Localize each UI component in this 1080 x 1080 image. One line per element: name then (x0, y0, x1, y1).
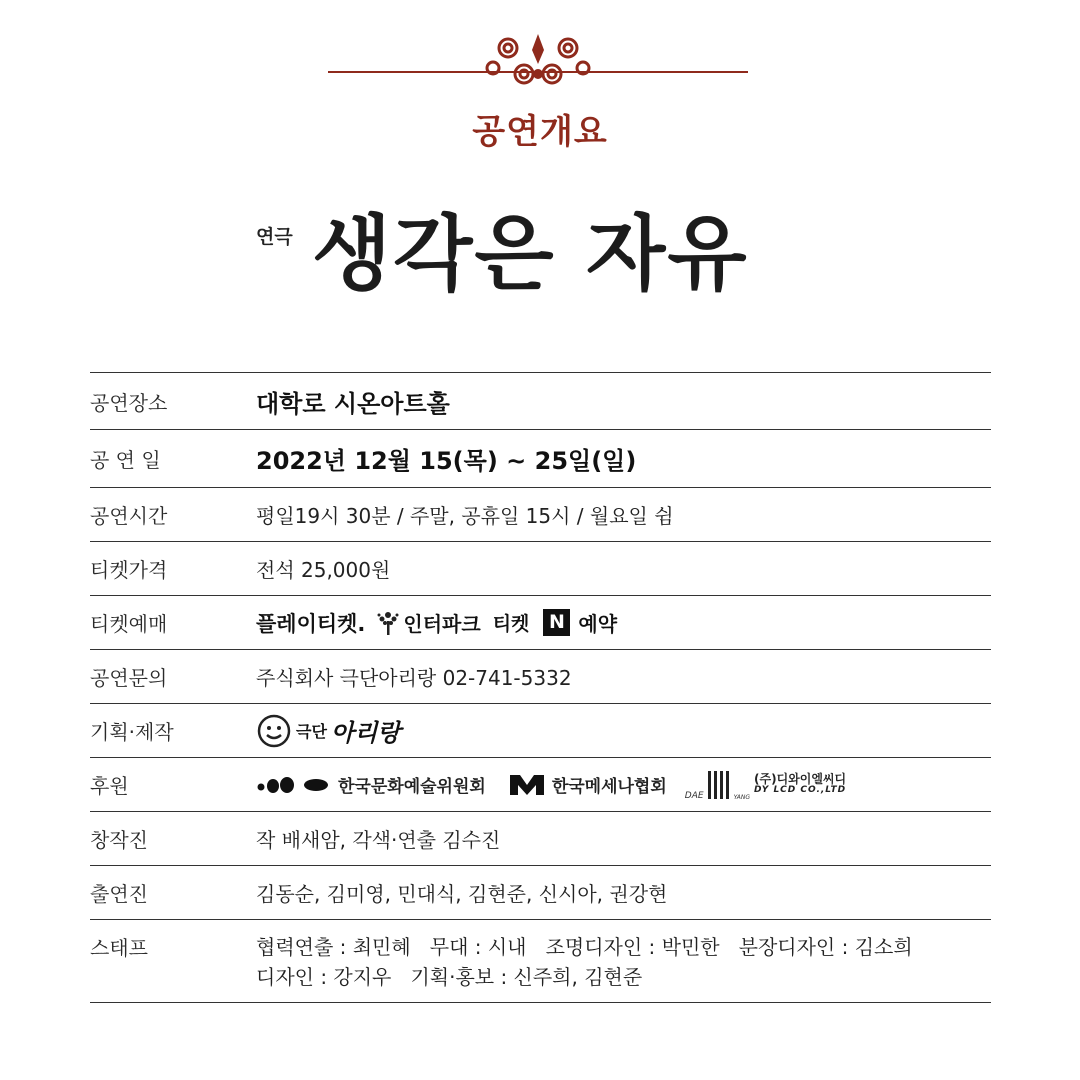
arirang-prefix: 극단 (296, 722, 327, 741)
production-label: 기획·제작 (90, 720, 174, 744)
time-label: 공연시간 (90, 504, 168, 528)
staff-value (256, 932, 991, 992)
interpark-ticket-label: 티켓 (492, 613, 530, 635)
daeyang-logo (685, 769, 750, 801)
production-logo (256, 713, 991, 749)
info-table (90, 372, 991, 1003)
date-label: 공 연 일 (90, 448, 161, 472)
daeyang-bars-icon (707, 769, 733, 801)
naver-booking-logo[interactable]: 예약 (578, 612, 618, 636)
row-production (90, 704, 991, 758)
naver-n-icon: N (543, 609, 570, 636)
date-value: 2022년 12월 15(목) ~ 25일(일) (256, 447, 637, 475)
arko-name: 한국문화예술위원회 (338, 777, 486, 797)
booking-label: 티켓예매 (90, 612, 168, 636)
dy-name: (주)디와이엘씨디 (754, 771, 847, 786)
ornament-divider (328, 28, 748, 98)
cast-label: 출연진 (90, 882, 148, 906)
venue-label: 공연장소 (90, 390, 168, 415)
genre-label: 연극 (256, 226, 293, 248)
venue-value: 대학로 시온아트홀 (256, 389, 450, 418)
sponsor-label: 후원 (90, 774, 129, 798)
staff-label: 스태프 (90, 936, 148, 960)
arirang-face-icon (256, 713, 292, 749)
staff-line-2: 디자인 : 강지우 기획·홍보 : 신주희, 김현준 (256, 965, 643, 989)
cast-value: 김동순, 김미영, 민대식, 김현준, 신시아, 권강현 (256, 882, 668, 906)
section-title: 공연개요 (472, 112, 608, 152)
creators-label: 창작진 (90, 828, 148, 852)
daeyang-text2: YANG (733, 793, 751, 801)
inquiry-value: 주식회사 극단아리랑 02-741-5332 (256, 666, 572, 690)
arirang-name: 아리랑 (330, 719, 401, 747)
arko-logo-icon (256, 775, 330, 795)
interpark-tree-icon (375, 609, 401, 637)
play-title: 생각은 자유 (312, 207, 749, 302)
staff-line-1: 협력연출 : 최민혜 무대 : 시내 조명디자인 : 박민한 분장디자인 : 김소희 (256, 935, 913, 959)
row-venue (90, 373, 991, 430)
mecenat-logo-icon (508, 773, 546, 797)
price-label: 티켓가격 (90, 558, 168, 582)
mecenat-name: 한국메세나협회 (551, 777, 667, 797)
sponsor-logos (256, 769, 991, 801)
price-value: 전석 25,000원 (256, 558, 391, 582)
playticket-logo[interactable]: 플레이티켓. (256, 611, 366, 636)
row-cast (90, 866, 991, 920)
row-sponsor (90, 758, 991, 812)
row-date (90, 430, 991, 488)
row-time (90, 488, 991, 542)
inquiry-label: 공연문의 (90, 666, 168, 690)
interpark-logo[interactable]: 인터파크 (403, 612, 481, 636)
creators-value: 작 배새암, 각색·연출 김수진 (256, 828, 501, 852)
row-staff (90, 920, 991, 1003)
row-booking (90, 596, 991, 650)
row-price (90, 542, 991, 596)
booking-logos (256, 608, 991, 638)
row-creators (90, 812, 991, 866)
row-inquiry (90, 650, 991, 704)
time-value: 평일19시 30분 / 주말, 공휴일 15시 / 월요일 쉼 (256, 504, 674, 528)
dy-logo (754, 773, 846, 796)
daeyang-text: DAE (684, 790, 704, 801)
dy-sub: DY LCD CO.,LTD (754, 785, 847, 796)
